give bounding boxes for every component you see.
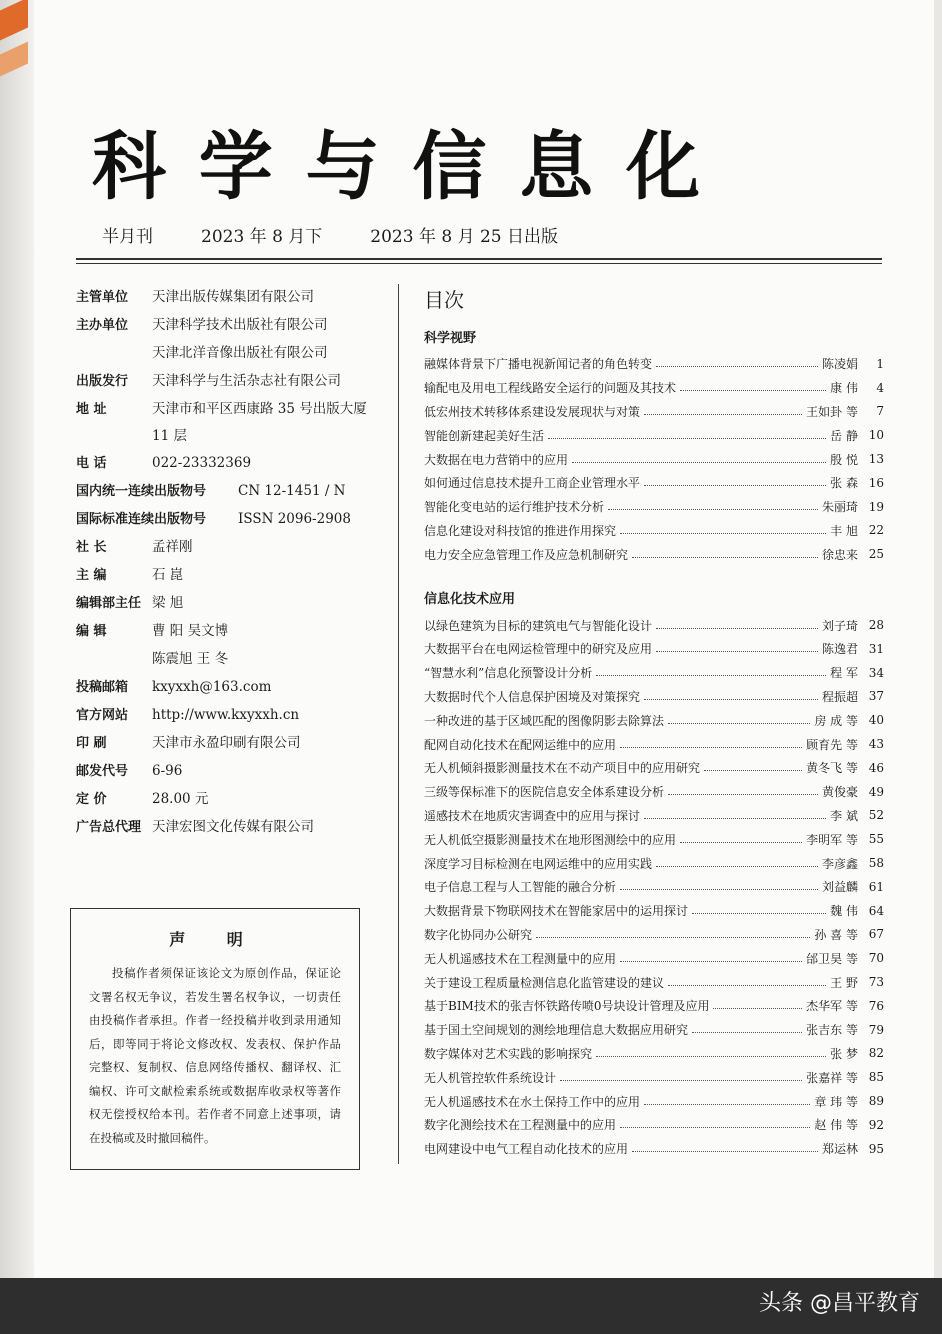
toc-entry-page: 34 (868, 665, 884, 680)
title-char: 科 (92, 124, 168, 210)
toc-entry[interactable] (424, 1065, 884, 1089)
info-label: 主办单位 (76, 318, 129, 333)
toc-entry[interactable] (424, 875, 884, 899)
toc-entry-title: “智慧水利”信息化预警设计分析 (424, 666, 593, 681)
dot-leader (644, 699, 818, 700)
info-value: 天津科学技术出版社有限公司 (152, 317, 328, 333)
toc-entry-page: 67 (868, 927, 884, 942)
info-row (76, 396, 386, 450)
toc-entry-author: 张吉东 等 (806, 1023, 858, 1038)
toc-entry-author: 岳 静 (830, 428, 858, 443)
info-value: 022-23332369 (152, 455, 252, 471)
info-value: 石 崑 (152, 567, 184, 583)
dot-leader (620, 1127, 810, 1128)
dot-leader (632, 1151, 818, 1152)
toc-entry-title: 大数据平台在电网运检管理中的研究及应用 (424, 642, 653, 657)
toc-entry-author: 赵 伟 等 (814, 1118, 858, 1133)
info-value[interactable]: http://www.kxyxxh.cn (152, 707, 300, 723)
notice-box (70, 908, 360, 1170)
toc-entry-author: 李 斌 (830, 808, 858, 823)
toc-entry-title: 基于国土空间规划的测绘地理信息大数据应用研究 (424, 1023, 689, 1038)
toc-entry[interactable] (424, 471, 884, 495)
toc-entry[interactable] (424, 756, 884, 780)
toc-entry-page: 37 (868, 689, 884, 704)
toc-entry-title: 电力安全应急管理工作及应急机制研究 (424, 547, 629, 562)
dot-leader (608, 509, 818, 510)
toc-entry-page: 40 (868, 713, 884, 728)
toc-entry-author: 郑运林 (821, 1142, 858, 1157)
info-label: 印 刷 (76, 736, 107, 751)
toc-entry-author: 黄俊豪 (821, 785, 858, 800)
toc-entry-author: 孙 喜 等 (814, 927, 858, 942)
info-label: 国际标准连续出版物号 (76, 512, 207, 527)
header-rule (76, 258, 882, 260)
info-label: 投稿邮箱 (76, 680, 129, 695)
toc-section-heading: 信息化技术应用 (424, 592, 516, 608)
dot-leader (644, 818, 826, 819)
toc-entry-page: 25 (868, 547, 884, 562)
dot-leader (548, 438, 826, 439)
toc-entry-author: 房 成 等 (814, 713, 858, 728)
dot-leader (620, 961, 802, 962)
toc-entry-title: 智能创新建起美好生活 (424, 428, 545, 443)
info-row (76, 450, 386, 478)
toc-entry[interactable] (424, 1089, 884, 1113)
title-char: 学 (198, 124, 275, 210)
toc-entry-title: 电子信息工程与人工智能的融合分析 (424, 880, 617, 895)
toc-entry-author: 殷 悦 (830, 452, 858, 467)
info-value: 天津市永盈印刷有限公司 (152, 735, 301, 751)
toc-entry-title: 三级等保标准下的医院信息安全体系建设分析 (424, 785, 665, 800)
info-value: 梁 旭 (152, 595, 184, 611)
toc-entry-page: 70 (868, 951, 884, 966)
toc-entry[interactable] (424, 495, 884, 519)
toc-entry-title: 智能化变电站的运行维护技术分析 (424, 500, 605, 515)
info-row (76, 506, 386, 534)
toc-entry-page: 52 (868, 808, 884, 823)
dot-leader (668, 985, 826, 986)
toc-entry-page: 58 (868, 856, 884, 871)
toc-entry-title: 深度学习目标检测在电网运维中的应用实践 (424, 856, 653, 871)
toc-entry[interactable] (424, 376, 884, 400)
toc-entry-author: 王如卦 等 (806, 404, 858, 419)
info-label: 电 话 (76, 456, 107, 471)
toc-entry[interactable] (424, 923, 884, 947)
toc-entry-title: 数字媒体对艺术实践的影响探究 (424, 1046, 593, 1061)
toc-entry-author: 刘益麟 (821, 880, 858, 895)
toc-entry-page: 95 (868, 1141, 884, 1156)
info-label: 出版发行 (76, 374, 129, 389)
toc-entry[interactable] (424, 519, 884, 543)
toc-entry[interactable] (424, 637, 884, 661)
toc-entry-author: 杰华军 等 (806, 999, 858, 1014)
column-divider (398, 284, 399, 1164)
toc-entry-page: 89 (868, 1094, 884, 1108)
notice-title: 声 明 (169, 930, 261, 949)
toc-entry-title: 如何通过信息技术提升工商企业管理水平 (424, 476, 641, 491)
toc-entry-author: 刘子琦 (821, 618, 858, 633)
dot-leader (656, 651, 818, 652)
dot-leader (620, 533, 826, 534)
dot-leader (656, 628, 818, 629)
dot-leader (644, 414, 802, 415)
toc-entry-page: 82 (868, 1046, 884, 1061)
info-row (76, 646, 386, 674)
toc-entry-page: 1 (876, 356, 884, 371)
toc-entry-title: 以绿色建筑为目标的建筑电气与智能化设计 (424, 618, 653, 633)
toc-entry[interactable] (424, 851, 884, 875)
toc-entry-title: 数字化协同办公研究 (424, 927, 533, 942)
toc-entry-author: 丰 旭 (830, 523, 858, 538)
toc-entry[interactable] (424, 708, 884, 732)
toc-entry-page: 64 (868, 903, 884, 918)
toc-entry-page: 4 (876, 380, 884, 395)
issue: 2023 年 8 月下 (201, 227, 323, 247)
toc-entry[interactable] (424, 946, 884, 970)
dot-leader (632, 557, 818, 558)
dot-leader (713, 1008, 802, 1009)
toc-entry[interactable] (424, 400, 884, 424)
toc-entry-title: 无人机低空摄影测量技术在地形图测绘中的应用 (424, 832, 677, 847)
info-row (76, 730, 386, 758)
toc-entry-author: 李明军 等 (806, 832, 858, 847)
info-value: 28.00 元 (152, 791, 209, 807)
title-char: 与 (305, 124, 382, 210)
info-label: 地 址 (76, 402, 107, 417)
info-label: 社 长 (76, 540, 107, 555)
dot-leader (596, 1056, 826, 1057)
toc-entry-author: 魏 伟 (830, 904, 858, 919)
info-value: 天津科学与生活杂志社有限公司 (152, 373, 341, 389)
toc-entry[interactable] (424, 1042, 884, 1066)
toc-entry-page: 49 (868, 784, 884, 799)
info-label: 广告总代理 (76, 820, 142, 835)
toc-entry-title: 电网建设中电气工程自动化技术的应用 (424, 1142, 629, 1157)
toc-entry-title: 无人机倾斜摄影测量技术在不动产项目中的应用研究 (424, 761, 701, 776)
info-label: 主管单位 (76, 290, 129, 305)
dot-leader (572, 462, 826, 463)
toc-entry-author: 张嘉祥 等 (806, 1070, 858, 1085)
info-value: 孟祥刚 (152, 539, 193, 555)
info-label: 编辑部主任 (76, 596, 142, 611)
toc-entry-page: 61 (868, 879, 884, 894)
info-row (76, 814, 386, 842)
toc-entry-author: 康 伟 (830, 381, 858, 396)
toc-body (424, 327, 884, 1161)
info-row (76, 478, 386, 506)
toc-entry-title: 配网自动化技术在配网运维中的应用 (424, 737, 617, 752)
dot-leader (644, 1104, 810, 1105)
dot-leader (656, 866, 818, 867)
toc-entry[interactable] (424, 352, 884, 376)
info-value: ISSN 2096-2908 (238, 511, 351, 527)
watermark: 头条 @昌平教育 (759, 1291, 920, 1316)
toc-entry-author: 陈凌娟 (821, 357, 858, 372)
toc-entry-author: 黄冬飞 等 (806, 761, 858, 776)
dot-leader (668, 794, 818, 795)
toc-entry[interactable] (424, 1137, 884, 1161)
dot-leader (644, 485, 826, 486)
toc-entry-page: 7 (876, 404, 884, 419)
info-row (76, 534, 386, 562)
toc-entry-author: 陈逸君 (821, 642, 858, 657)
toc-entry-title: 数字化测绘技术在工程测量中的应用 (424, 1118, 617, 1133)
info-value: 天津北洋音像出版社有限公司 (152, 345, 328, 361)
toc-entry-title: 信息化建设对科技馆的推进作用探究 (424, 523, 617, 538)
title-char: 息 (519, 124, 596, 210)
orange-stripe-light (0, 41, 28, 76)
toc-entry-page: 92 (868, 1117, 884, 1132)
info-row (76, 340, 386, 368)
page-left-edge (0, 0, 34, 1278)
info-value: 6-96 (152, 763, 183, 779)
toc-entry-page: 76 (868, 998, 884, 1013)
toc-entry-page: 46 (868, 760, 884, 775)
toc-entry[interactable] (424, 804, 884, 828)
table-of-contents (424, 284, 884, 1161)
toc-entry[interactable] (424, 661, 884, 685)
info-row (76, 590, 386, 618)
info-row (76, 674, 386, 702)
toc-entry-title: 大数据时代个人信息保护困境及对策探究 (424, 689, 641, 704)
toc-entry-author: 王 野 (830, 975, 858, 990)
toc-entry[interactable] (424, 613, 884, 637)
toc-entry[interactable] (424, 542, 884, 566)
dot-leader (620, 747, 802, 748)
toc-entry-page: 16 (868, 475, 884, 490)
info-row (76, 618, 386, 646)
toc-entry-page: 31 (868, 641, 884, 656)
info-value[interactable]: kxyxxh@163.com (152, 679, 272, 695)
toc-entry[interactable] (424, 732, 884, 756)
toc-entry-title: 基于BIM技术的张吉怀铁路传喷0号块设计管理及应用 (424, 999, 710, 1014)
toc-entry-title: 低宏州技术转移体系建设发展现状与对策 (424, 404, 641, 419)
notice-body: 投稿作者须保证该论文为原创作品，保证论文署名权无争议，若发生署名权争议，一切责任由投稿作者承担。作者一经投稿并收到录用通知后，即等同于将论文修改权、发表权、保护作品完整权、复制权、信息网络传播权、翻译权、汇编权、许可文献检索系统或数据库收录权等著作权无偿授权给本刊。若作者不同意上述事项，请在投稿或及时撤回稿件。 (89, 966, 341, 1145)
info-row (76, 702, 386, 730)
toc-entry-page: 73 (868, 975, 884, 990)
toc-entry-page: 19 (868, 499, 884, 514)
dot-leader (560, 1080, 802, 1081)
info-row (76, 368, 386, 396)
toc-entry-page: 85 (868, 1070, 884, 1085)
info-label: 定 价 (76, 792, 107, 807)
toc-entry-author: 邰卫昊 等 (806, 951, 858, 966)
toc-entry-title: 遥感技术在地质灾害调查中的应用与探讨 (424, 808, 641, 823)
info-row (76, 758, 386, 786)
info-row (76, 562, 386, 590)
toc-section-heading: 科学视野 (424, 331, 477, 346)
toc-entry[interactable] (424, 447, 884, 471)
toc-entry-page: 10 (868, 428, 884, 443)
toc-entry-page: 28 (868, 618, 884, 633)
toc-entry-title: 大数据背景下物联网技术在智能家居中的运用探讨 (424, 904, 689, 919)
toc-entry-page: 22 (868, 523, 884, 538)
toc-entry-author: 张 森 (830, 476, 858, 491)
dot-leader (680, 842, 802, 843)
dot-leader (668, 723, 810, 724)
toc-entry[interactable] (424, 685, 884, 709)
toc-title: 目次 (424, 288, 464, 312)
info-label: 编 辑 (76, 624, 107, 639)
info-row (76, 786, 386, 814)
toc-entry-page: 43 (868, 737, 884, 752)
toc-entry[interactable] (424, 970, 884, 994)
dot-leader (620, 889, 818, 890)
toc-entry-author: 章 玮 等 (814, 1094, 858, 1109)
toc-entry[interactable] (424, 994, 884, 1018)
toc-entry-title: 无人机遥感技术在水土保持工作中的应用 (424, 1094, 641, 1109)
toc-entry-title: 关于建设工程质量检测信息化监管建设的建议 (424, 975, 665, 990)
toc-entry[interactable] (424, 423, 884, 447)
dot-leader (704, 770, 802, 771)
frequency: 半月刊 (102, 227, 153, 247)
toc-entry-author: 徐忠来 (821, 547, 858, 562)
dot-leader (536, 937, 810, 938)
info-label: 主 编 (76, 568, 107, 583)
info-value: CN 12-1451 / N (238, 483, 346, 499)
toc-entry-title: 融媒体背景下广播电视新闻记者的角色转变 (424, 357, 653, 372)
info-label: 国内统一连续出版物号 (76, 484, 207, 499)
header-rule-thin (76, 263, 882, 264)
toc-entry-title: 无人机遥感技术在工程测量中的应用 (424, 951, 617, 966)
toc-entry-author: 张 梦 (830, 1046, 858, 1061)
info-row (76, 284, 386, 312)
dot-leader (656, 366, 818, 367)
toc-entry-page: 13 (868, 452, 884, 467)
info-value: 陈震旭 王 冬 (152, 651, 229, 667)
toc-entry[interactable] (424, 1018, 884, 1042)
toc-entry-title: 输配电及用电工程线路安全运行的问题及其技术 (424, 381, 677, 396)
toc-entry[interactable] (424, 899, 884, 923)
toc-entry-author: 程 军 (830, 666, 858, 681)
toc-entry-author: 李彦鑫 (821, 856, 858, 871)
info-value: 天津出版传媒集团有限公司 (152, 289, 314, 305)
info-value: 天津市和平区西康路 35 号出版大厦 11 层 (152, 401, 367, 444)
publication-info (76, 284, 386, 842)
toc-entry[interactable] (424, 780, 884, 804)
orange-stripe (0, 0, 28, 41)
info-value: 曹 阳 吴文博 (152, 623, 229, 639)
title-char: 信 (412, 124, 489, 210)
title-char: 化 (625, 124, 702, 210)
info-label: 官方网站 (76, 708, 129, 723)
toc-entry-page: 79 (868, 1022, 884, 1037)
toc-entry-page: 55 (868, 832, 884, 847)
toc-entry-author: 顾育先 等 (806, 737, 858, 752)
journal-title (92, 108, 702, 214)
toc-entry-title: 无人机管控软件系统设计 (424, 1070, 557, 1085)
toc-entry-title: 一种改进的基于区域匹配的图像阴影去除算法 (424, 713, 665, 728)
toc-entry-author: 程振超 (821, 689, 858, 704)
dot-leader (680, 390, 826, 391)
toc-entry-title: 大数据在电力营销中的应用 (424, 452, 569, 467)
dot-leader (596, 675, 826, 676)
publish-date: 2023 年 8 月 25 日出版 (370, 227, 559, 247)
dot-leader (692, 1032, 802, 1033)
toc-entry[interactable] (424, 827, 884, 851)
info-row (76, 312, 386, 340)
toc-entry-author: 朱丽琦 (821, 500, 858, 515)
info-value: 天津宏图文化传媒有限公司 (152, 819, 314, 835)
issue-line (102, 222, 558, 247)
dot-leader (692, 913, 826, 914)
toc-entry[interactable] (424, 1113, 884, 1137)
info-label: 邮发代号 (76, 764, 129, 779)
